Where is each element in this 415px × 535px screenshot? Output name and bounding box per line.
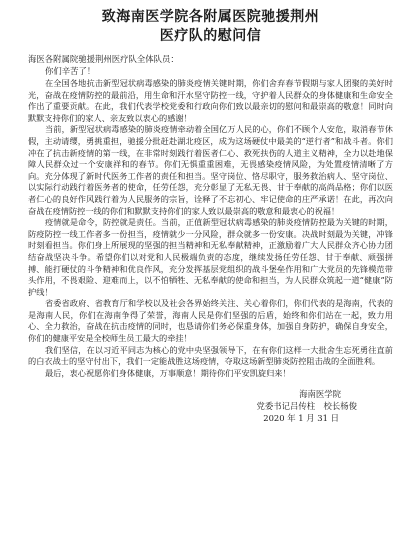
letter-paragraph: 疫情就是命令，防控就是责任。当前，正值新型冠状病毒感染的肺炎疫情防控最为关键的时期，防疫防控一线工作者多一份担当，疫情就少一分风险，群众就多一份安康。决战时刻最为关键，冲锋时刻看担当。你们身上所展现的坚强的担当精神和无私奉献精神，正激励着广大人民群众齐心协力团结奋战坚决斗争。希望你们以对党和人民极端负责的态度，继续发扬任劳任怨、甘于奉献、顽强拼搏、能打硬仗的斗争精神和优良作风，充分发挥基层党组织的战斗堡垒作用和广大党员的先锋模范带头作用，不畏艰险、迎难而上，以不怕牺牲、无私奉献的使命和担当，为人民群众筑起一道“健康”防护线！ — [28, 217, 393, 297]
letter-title-line2: 医疗队的慰问信 — [159, 28, 262, 44]
signature-organization: 海南医学院 — [299, 389, 341, 400]
signature-names: 党委书记吕传柱 校长杨俊 — [256, 401, 357, 412]
letter-body — [28, 78, 393, 379]
letter-paragraph: 当前，新型冠状病毒感染的肺炎疫情牵动着全国亿万人民的心，你们不顾个人安危，取消春节休假，主动请缨，勇挑重担，驰援分批赶赴湖北疫区，成为这场硬仗中最美的“逆行者”和战斗者。你们冲在了抗击新疫情的第一线，在非常时刻践行着医者仁心、救死扶伤的人道主义精神，全力以赴地保障人民群众过一个安康祥和的春节。你们无惧重重困难，无畏感染疫情风险，为处置疫情清晰了方向。充分体现了新时代医务工作者的责任和担当。坚守岗位、恪尽职守，服务救治病人、坚守岗位、以实际行动践行着医务者的使命，任劳任怨，充分彰显了无私无畏、甘于奉献的高尚品格；你们以医者仁心的良好作风践行着为人民服务的宗旨，诠释了不忘初心、牢记使命的庄严承诺！在此，再次向奋战在疫情防控一线的你们和默默支持你们的家人致以最崇高的敬意和最衷心的祝福！ — [28, 124, 393, 216]
letter-paragraph: 在全国各地抗击新型冠状病毒感染的肺炎疫情关键时期，你们舍弃春节假期与家人团聚的美好时光，奋战在疫情防控的最前沿，用生命和汗水坚守防控一线，守护着人民群众的身体健康和生命安全作出了重要贡献。在此，我们代表学校党委和行政向你们致以最亲切的慰问和最崇高的敬意！同时向默默支持你们的家人、亲友致以衷心的感谢！ — [28, 78, 393, 123]
letter-paragraph: 省委省政府、省教育厅和学校以及社会各界始终关注、关心着你们，你们代表的是海南，代表的是海南人民，你们在海南争得了荣誉，海南人民是你们坚强的后盾，始终和你们站在一起，致力用心、全力救治，奋战在抗击疫情的同时，也恳请你们务必保重身体，加强自身防护，确保自身安全，你们的健康平安是全校师生员工最大的牵挂！ — [28, 298, 393, 344]
letter-salutation: 海医各附属院驰援荆州医疗队全体队员： — [28, 54, 179, 64]
letter-paragraph: 我们坚信，在以习近平同志为核心的党中央坚强领导下，在有你们这样一大批舍生忘死勇往直前的白衣战士的坚守付出下，我们一定能战胜这场疫情，夺取这场新型肺炎防控阻击战的全面胜利。 — [28, 344, 393, 367]
letter-title-line1: 致海南医学院各附属医院驰援荆州 — [101, 9, 320, 25]
letter-greeting: 你们辛苦了！ — [45, 66, 96, 76]
letter-paragraph: 最后，衷心祝愿你们身体健康，万事顺意！期待你们平安凯旋归来！ — [45, 367, 291, 378]
signature-date: 2020 年 1 月 31 日 — [263, 413, 339, 424]
